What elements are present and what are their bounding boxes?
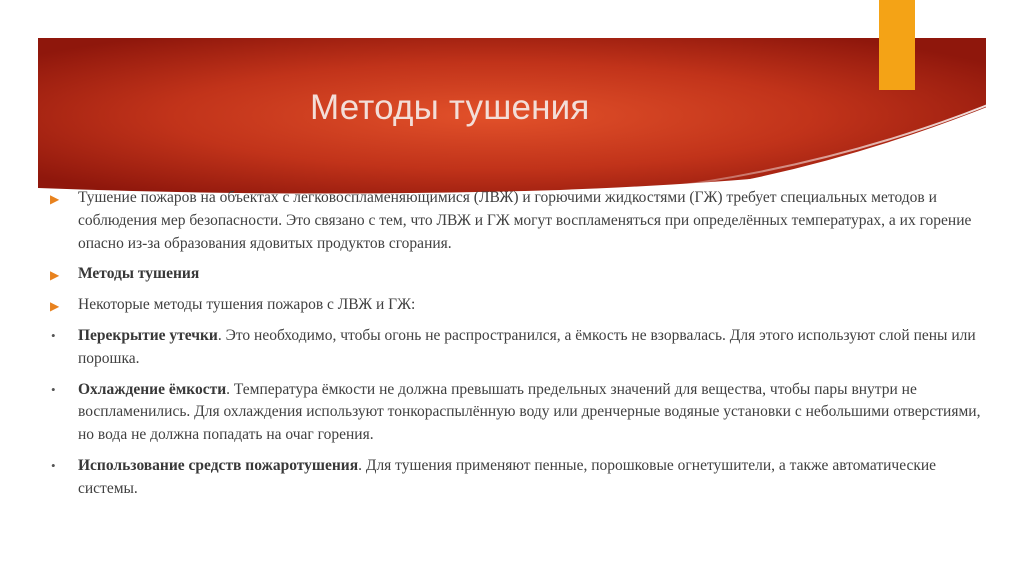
bullet-item [48,379,988,447]
bullet-lead: Методы тушения [78,265,200,283]
bullet-lead: Перекрытие утечки [78,326,218,344]
bullet-text: . Это необходимо, чтобы огонь не распространился, а ёмкость не взорвалась. Для этого используют слой пены или порошка. [78,326,976,367]
slide-title: Методы тушения [310,88,590,127]
bullet-item [48,294,988,317]
bullet-item [48,325,988,371]
bullet-text: . Для тушения применяют пенные, порошковые огнетушители, а также автоматические системы. [78,456,937,497]
arrow-bullet-icon: ▶ [50,192,60,206]
slide-body [48,187,988,509]
arrow-bullet-icon: ▶ [50,268,60,283]
bullet-lead: Охлаждение ёмкости [78,380,227,398]
bullet-lead: Использование средств пожаротушения [78,456,359,474]
dot-bullet-icon: • [51,457,56,473]
bullet-item [48,187,988,255]
bullet-text: Тушение пожаров на объектах с легковоспламеняющимися (ЛВЖ) и горючими жидкостями (ГЖ) требует специальных методов и соблюдения мер безопасности. Это связано с тем, что ЛВЖ и ГЖ могут воспламеняться при определённых температурах, а их горение опасно из-за образования ядовитых продуктов сгорания. [78,189,972,252]
bullet-text: Некоторые методы тушения пожаров с ЛВЖ и ГЖ: [78,296,416,314]
bullet-text: . Температура ёмкости не должна превышать предельных значений для вещества, чтобы пары внутри не воспламенились. Для охлаждения используют тонкораспылённую воду или дренчерные водяные установки с небольшими отверстиями, но вода не должна попадать на очаг горения. [78,380,981,444]
dot-bullet-icon: • [51,381,56,397]
bullet-item [48,263,988,286]
orange-accent-tab [879,0,915,90]
dot-bullet-icon: • [51,327,56,343]
arrow-bullet-icon: ▶ [50,299,60,314]
bullet-item [48,455,988,501]
